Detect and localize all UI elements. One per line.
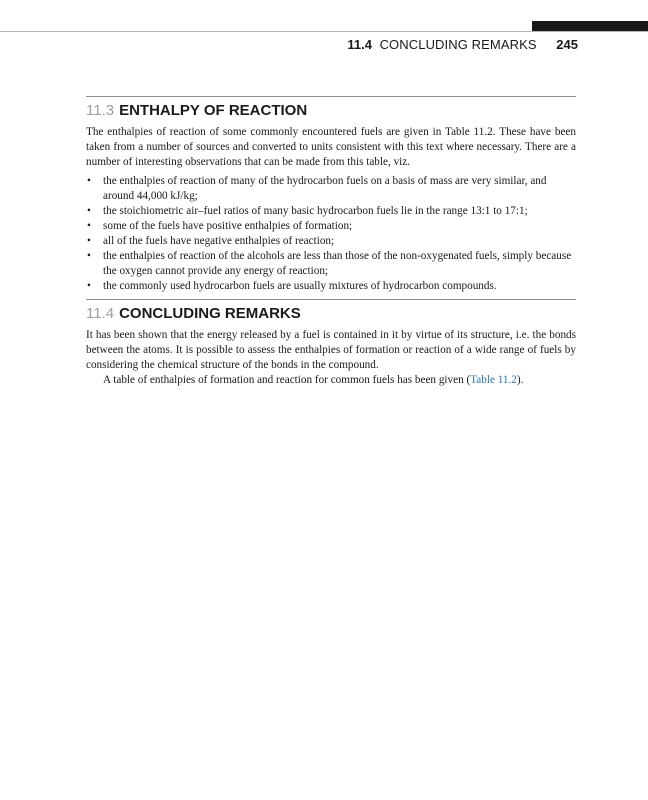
bullet-icon: • xyxy=(87,280,91,292)
list-item-text: the enthalpies of reaction of many of the hydrocarbon fuels on a basis of mass are very similar, and around 44,000 kJ/kg; xyxy=(103,175,547,202)
section-title: ENTHALPY OF REACTION xyxy=(119,102,308,119)
list-item xyxy=(86,249,576,279)
running-head-section-number: 11.4 xyxy=(347,37,372,52)
section-rule xyxy=(86,299,576,300)
header-rule xyxy=(0,31,648,32)
page-number: 245 xyxy=(556,37,578,52)
section-number: 11.3 xyxy=(86,102,115,119)
table-reference-link[interactable]: Table 11.2 xyxy=(470,374,517,386)
observation-list xyxy=(86,174,576,294)
body-paragraph: The enthalpies of reaction of some commonly encountered fuels are given in Table 11.2. These have been taken from a number of sources and converted to units consistent with this text where necessary. There are a number of interesting observations that can be made from this table, viz. xyxy=(86,126,576,168)
section-concluding-remarks xyxy=(86,299,576,388)
list-item xyxy=(86,204,576,219)
list-item xyxy=(86,219,576,234)
running-head xyxy=(347,37,578,53)
body-paragraph: It has been shown that the energy released by a fuel is contained in it by virtue of its structure, i.e. the bonds between the atoms. It is possible to assess the enthalpies of formation or reaction of a wide range of fuels by considering the chemical structure of the bonds in the compound. xyxy=(86,329,576,371)
bullet-icon: • xyxy=(87,205,91,217)
bullet-icon: • xyxy=(87,175,91,187)
list-item-text: all of the fuels have negative enthalpies of reaction; xyxy=(103,235,335,247)
bullet-icon: • xyxy=(87,220,91,232)
bullet-icon: • xyxy=(87,235,91,247)
section-title: CONCLUDING REMARKS xyxy=(119,305,301,322)
running-head-section-title: CONCLUDING REMARKS xyxy=(379,37,537,52)
section-enthalpy-of-reaction xyxy=(86,96,576,294)
list-item xyxy=(86,174,576,204)
list-item xyxy=(86,279,576,294)
section-rule xyxy=(86,96,576,97)
paragraph-end: ). xyxy=(516,374,524,386)
section-heading xyxy=(86,102,576,120)
bullet-icon: • xyxy=(87,250,91,262)
list-item-text: the commonly used hydrocarbon fuels are usually mixtures of hydrocarbon compounds. xyxy=(103,280,497,292)
list-item xyxy=(86,234,576,249)
paragraph-text: A table of enthalpies of formation and reaction for common fuels has been given ( xyxy=(103,374,471,386)
section-heading xyxy=(86,305,576,323)
header-accent-bar xyxy=(532,21,648,31)
list-item-text: the enthalpies of reaction of the alcohols are less than those of the non-oxygenated fuels, simply because the oxygen cannot provide any energy of reaction; xyxy=(103,250,572,277)
list-item-text: the stoichiometric air–fuel ratios of many basic hydrocarbon fuels lie in the range 13:1 to 17:1; xyxy=(103,205,528,217)
section-number: 11.4 xyxy=(86,305,115,322)
body-paragraph xyxy=(86,373,576,388)
list-item-text: some of the fuels have positive enthalpies of formation; xyxy=(103,220,353,232)
